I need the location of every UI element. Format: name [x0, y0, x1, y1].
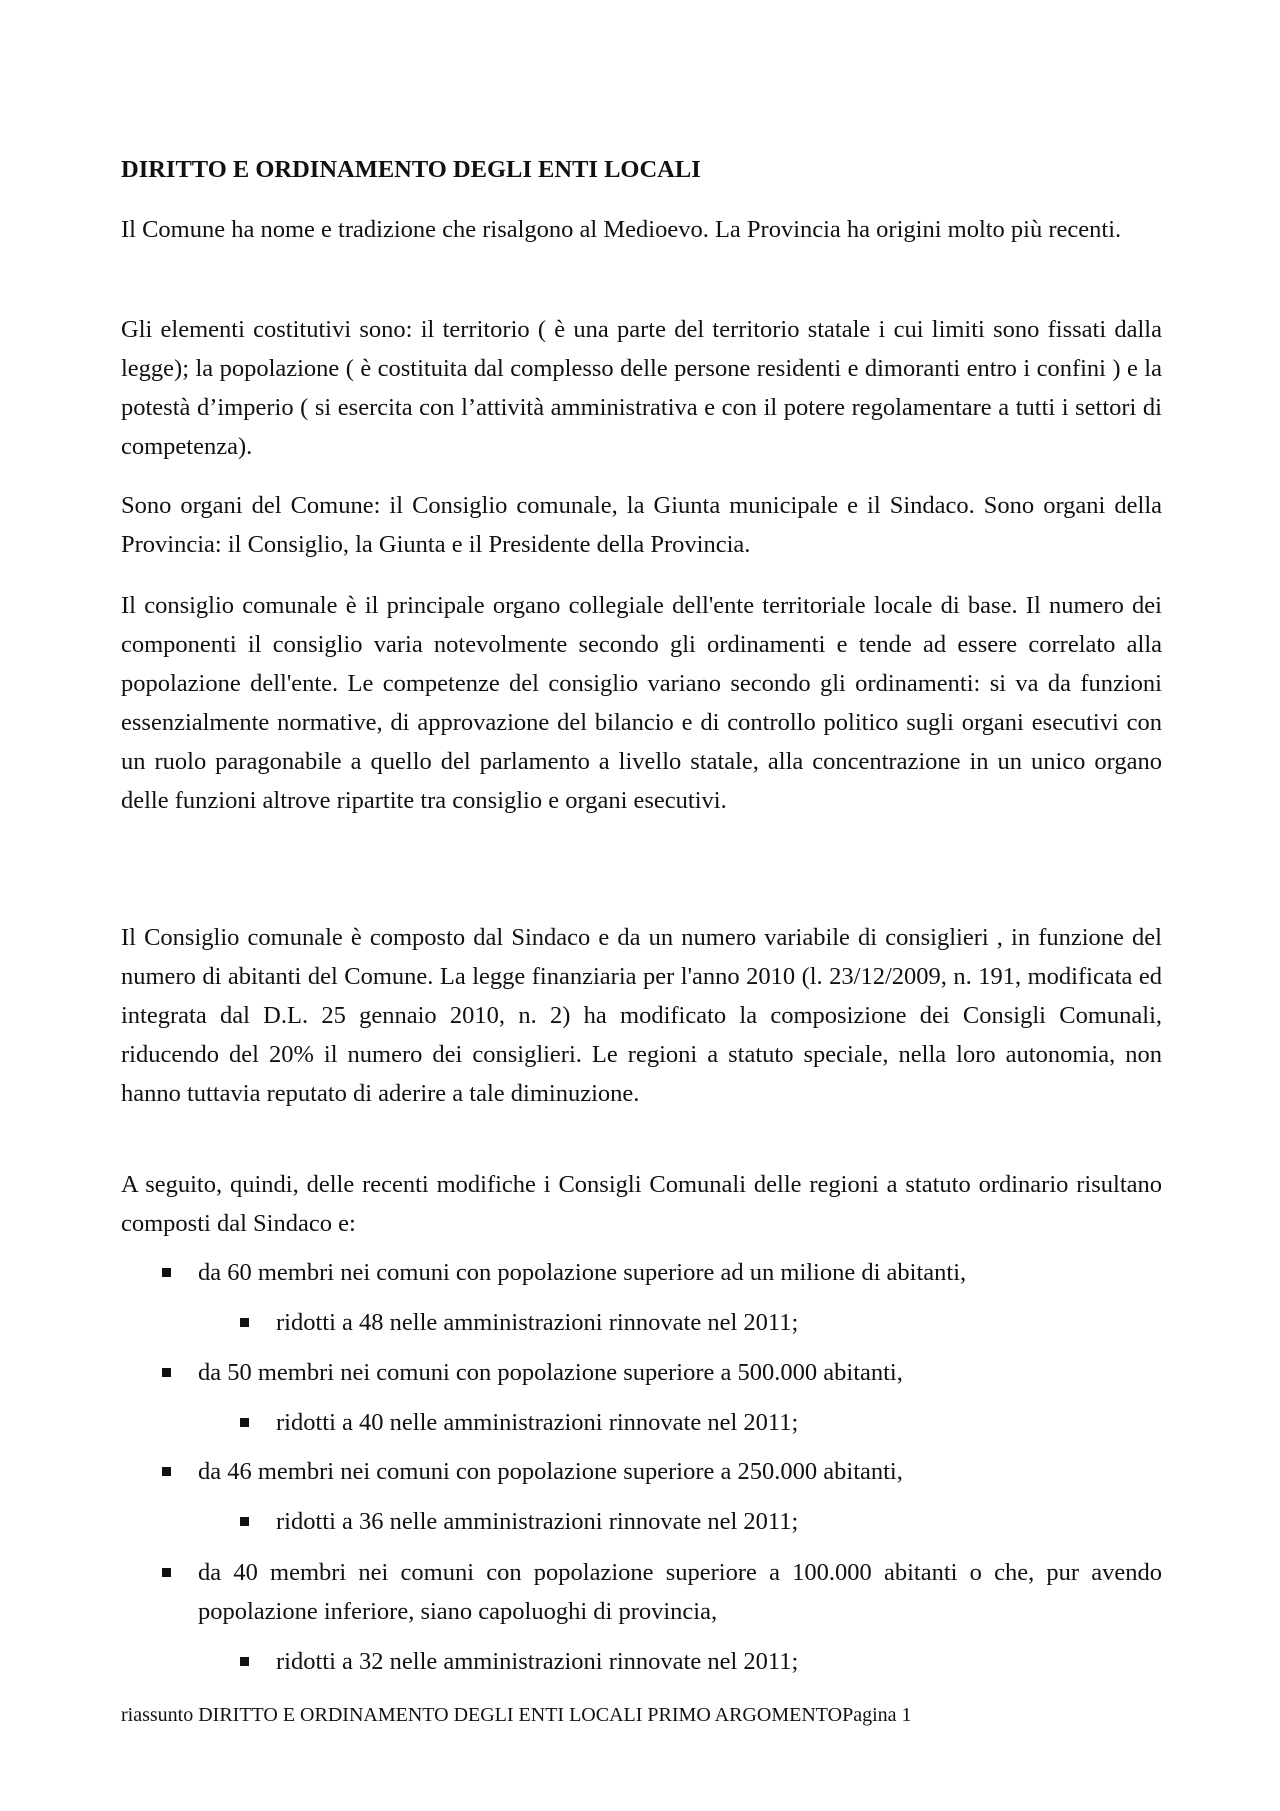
bullet-icon	[162, 1368, 171, 1377]
bullet-icon	[162, 1568, 171, 1577]
sub-list-item: ridotti a 32 nelle amministrazioni rinnovate nel 2011;	[276, 1648, 799, 1675]
bullet-icon	[240, 1657, 249, 1666]
page-footer: riassunto DIRITTO E ORDINAMENTO DEGLI ENTI LOCALI PRIMO ARGOMENTOPagina 1	[121, 1704, 912, 1726]
sub-list-item: ridotti a 48 nelle amministrazioni rinnovate nel 2011;	[276, 1309, 799, 1336]
document-title: DIRITTO E ORDINAMENTO DEGLI ENTI LOCALI	[121, 156, 701, 183]
bullet-icon	[240, 1418, 249, 1427]
paragraph-intro-list: A seguito, quindi, delle recenti modifiche i Consigli Comunali delle regioni a statuto ordinario risultano composti dal Sindaco e:	[121, 1171, 1162, 1237]
paragraph-organs: Sono organi del Comune: il Consiglio comunale, la Giunta municipale e il Sindaco. Sono organi della Provincia: il Consiglio, la Giunta e il Presidente della Provincia.	[121, 492, 1162, 558]
bullet-icon	[162, 1268, 171, 1277]
sub-list-item: ridotti a 40 nelle amministrazioni rinnovate nel 2011;	[276, 1409, 799, 1436]
bullet-icon	[240, 1517, 249, 1526]
paragraph-origins: Il Comune ha nome e tradizione che risalgono al Medioevo. La Provincia ha origini molto più recenti.	[121, 216, 1122, 243]
sub-list-item: ridotti a 36 nelle amministrazioni rinnovate nel 2011;	[276, 1508, 799, 1535]
bullet-icon	[162, 1467, 171, 1476]
paragraph-elements: Gli elementi costitutivi sono: il territorio ( è una parte del territorio statale i cui limiti sono fissati dalla legge); la popolazione ( è costituita dal complesso delle persone residenti e dimoranti entro i confini ) e la potestà d’imperio ( si esercita con l’attività amministrativa e con il potere regolamentare a tutti i settori di competenza).	[121, 316, 1162, 460]
paragraph-composition: Il Consiglio comunale è composto dal Sindaco e da un numero variabile di consiglieri , in funzione del numero di abitanti del Comune. La legge finanziaria per l'anno 2010 (l. 23/12/2009, n. 191, modificata ed integrata dal D.L. 25 gennaio 2010, n. 2) ha modificato la composizione dei Consigli Comunali, riducendo del 20% il numero dei consiglieri. Le regioni a statuto speciale, nella loro autonomia, non hanno tuttavia reputato di aderire a tale diminuzione.	[121, 924, 1162, 1107]
bullet-icon	[240, 1318, 249, 1327]
list-item: da 46 membri nei comuni con popolazione superiore a 250.000 abitanti,	[198, 1458, 903, 1485]
list-item: da 50 membri nei comuni con popolazione superiore a 500.000 abitanti,	[198, 1359, 903, 1386]
paragraph-council: Il consiglio comunale è il principale organo collegiale dell'ente territoriale locale di base. Il numero dei componenti il consiglio varia notevolmente secondo gli ordinamenti e tende ad essere correlato alla popolazione dell'ente. Le competenze del consiglio variano secondo gli ordinamenti: si va da funzioni essenzialmente normative, di approvazione del bilancio e di controllo politico sugli organi esecutivi con un ruolo paragonabile a quello del parlamento a livello statale, alla concentrazione in un unico organo delle funzioni altrove ripartite tra consiglio e organi esecutivi.	[121, 592, 1162, 814]
list-item: da 40 membri nei comuni con popolazione superiore a 100.000 abitanti o che, pur avendo popolazione inferiore, siano capoluoghi di provincia,	[198, 1559, 1162, 1625]
list-item: da 60 membri nei comuni con popolazione superiore ad un milione di abitanti,	[198, 1259, 967, 1286]
